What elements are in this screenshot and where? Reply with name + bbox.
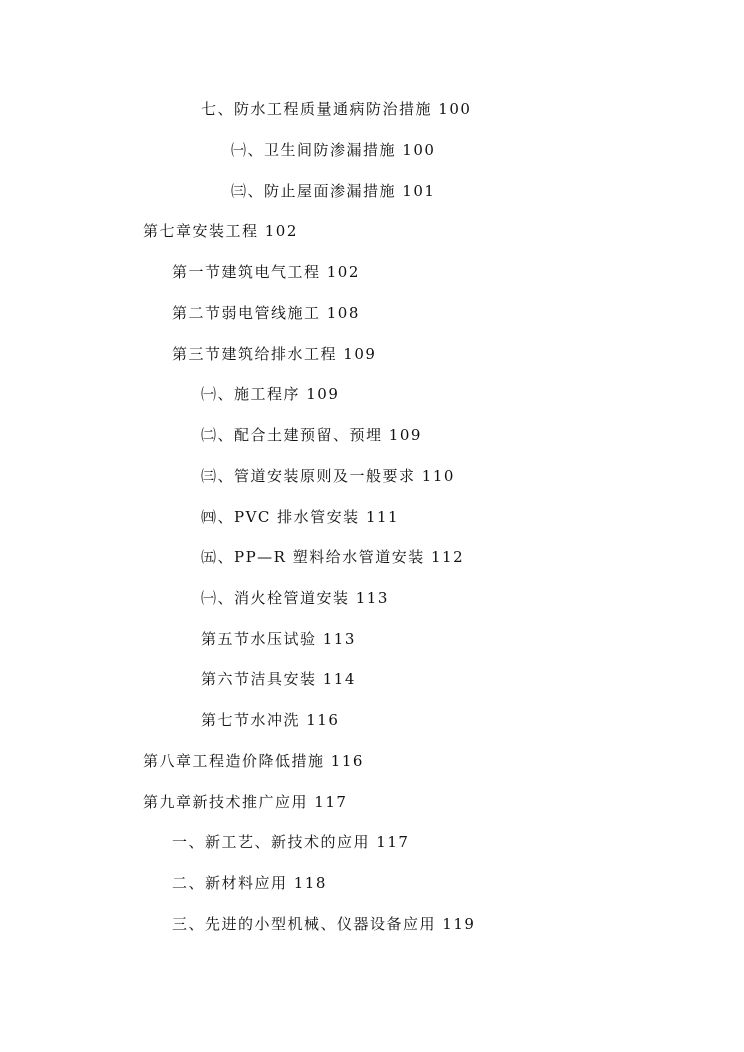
toc-entry: 一、新工艺、新技术的应用 117 <box>172 833 410 851</box>
toc-entry: ㈤、PP—R 塑料给水管道安装 112 <box>201 548 465 566</box>
toc-entry: 七、防水工程质量通病防治措施 100 <box>201 100 472 118</box>
toc-entry: 第二节弱电管线施工 108 <box>172 304 360 322</box>
toc-entry: ㈠、卫生间防渗漏措施 100 <box>231 141 436 159</box>
toc-entry: 第九章新技术推广应用 117 <box>143 793 348 811</box>
toc-entry: 第六节洁具安装 114 <box>201 670 356 688</box>
toc-entry: 第八章工程造价降低措施 116 <box>143 752 364 770</box>
toc-entry: 第五节水压试验 113 <box>201 630 356 648</box>
toc-entry: 二、新材料应用 118 <box>172 874 327 892</box>
toc-entry: 第七章安装工程 102 <box>143 222 298 240</box>
toc-entry: 第一节建筑电气工程 102 <box>172 263 360 281</box>
toc-entry: ㈠、消火栓管道安装 113 <box>201 589 389 607</box>
toc-entry: 三、先进的小型机械、仪器设备应用 119 <box>172 915 476 933</box>
toc-entry: ㈠、施工程序 109 <box>201 385 340 403</box>
toc-entry: ㈡、配合土建预留、预埋 109 <box>201 426 422 444</box>
toc-entry: ㈢、防止屋面渗漏措施 101 <box>231 182 436 200</box>
toc-entry: ㈣、PVC 排水管安装 111 <box>201 508 400 526</box>
toc-entry: 第三节建筑给排水工程 109 <box>172 345 377 363</box>
toc-entry: 第七节水冲洗 116 <box>201 711 340 729</box>
toc-entry: ㈢、管道安装原则及一般要求 110 <box>201 467 455 485</box>
